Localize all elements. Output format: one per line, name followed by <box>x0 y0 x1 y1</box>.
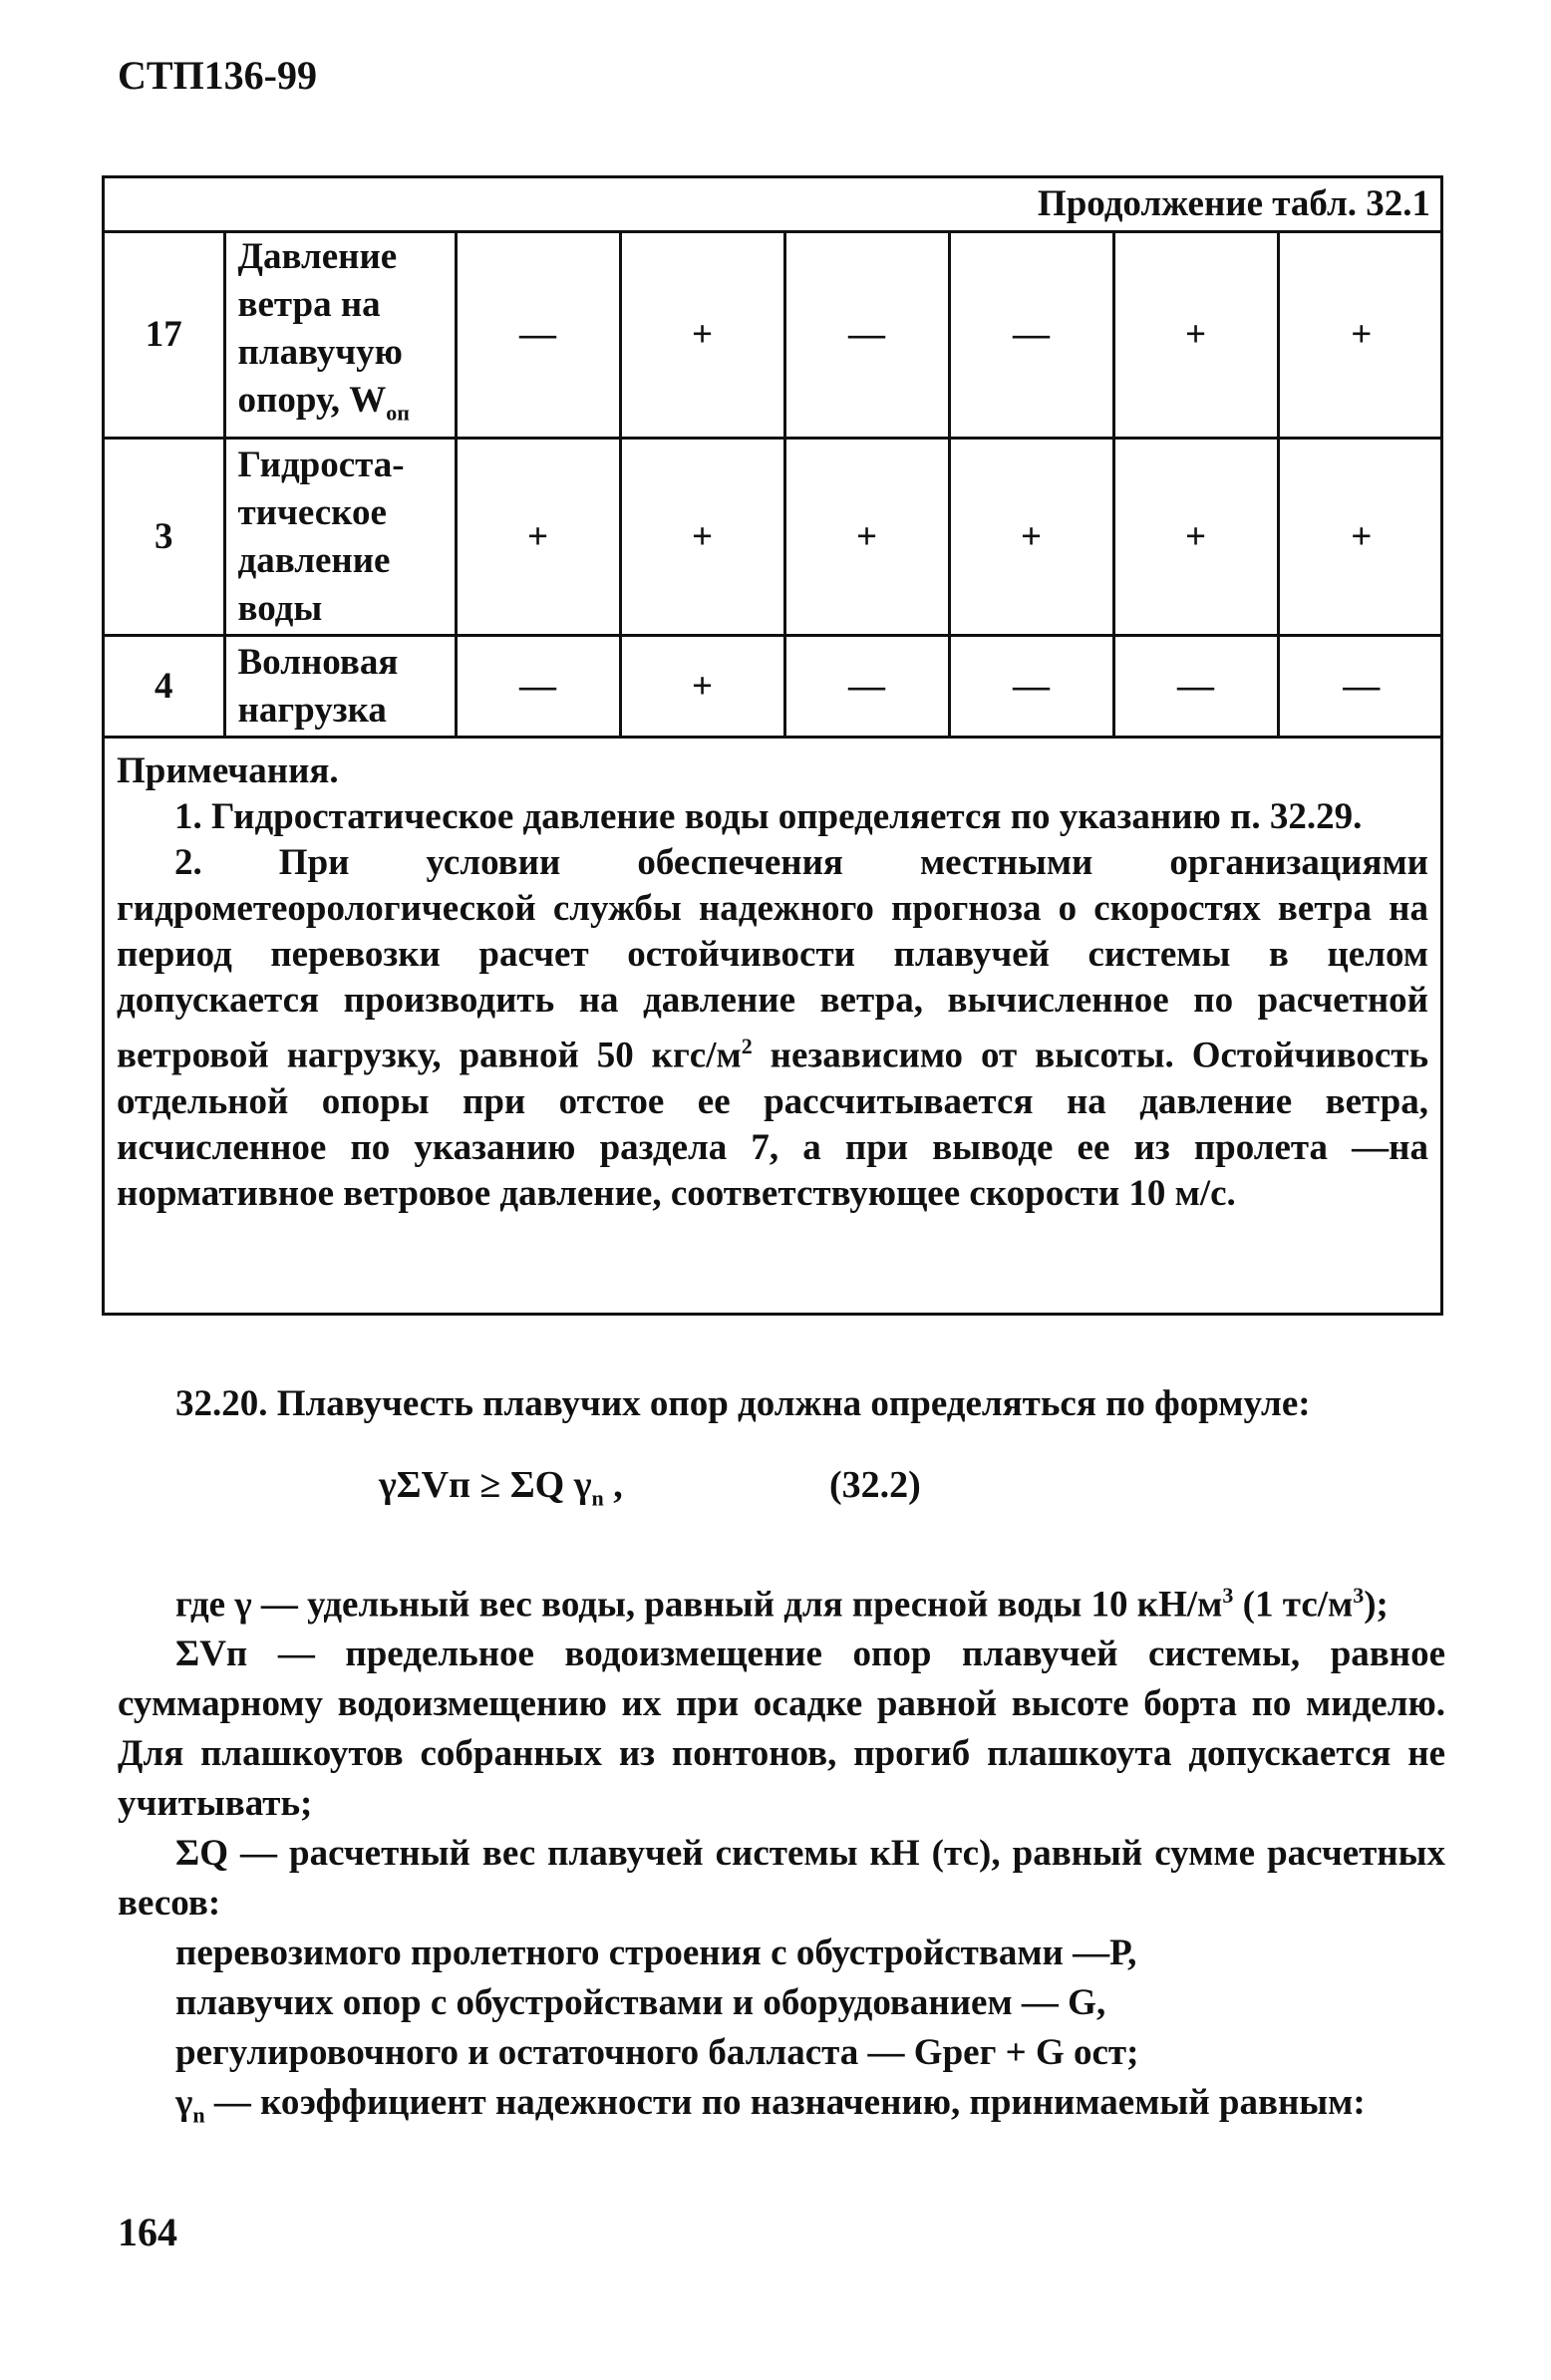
mark-cell: + <box>620 439 784 636</box>
formula-text: γΣVп ≥ ΣQ γ <box>379 1464 592 1506</box>
table-notes <box>105 739 1440 1216</box>
mark-cell: — <box>784 233 949 439</box>
notes-title: Примечания. <box>117 750 339 792</box>
definition-text: ); <box>1364 1584 1389 1626</box>
note-1: 1. Гидростатическое давление воды определяется по указанию п. 32.29. <box>174 796 1363 838</box>
load-name <box>224 233 456 439</box>
mark-cell: — <box>949 233 1113 439</box>
table-continuation-label: Продолжение табл. 32.1 <box>105 178 1440 233</box>
load-name-line: давление <box>237 539 391 581</box>
load-name-line: ветра на <box>237 284 381 325</box>
load-name-line: Гидроста- <box>237 444 405 485</box>
document-code: СТП136-99 <box>118 53 317 98</box>
row-number: 4 <box>105 636 224 738</box>
load-table <box>102 175 1443 1316</box>
mark-cell: + <box>620 233 784 439</box>
mark-cell: + <box>1113 233 1278 439</box>
subscript: n <box>192 2102 205 2128</box>
table-row <box>105 233 1443 439</box>
superscript: 3 <box>1222 1583 1234 1608</box>
item-p: перевозимого пролетного строения с обустройствами —Р, <box>175 1933 1137 1974</box>
item-g: плавучих опор с обустройствами и оборудованием — G, <box>175 1982 1106 2024</box>
mark-cell: — <box>456 233 620 439</box>
formula-number: (32.2) <box>829 1464 921 1506</box>
mark-cell: + <box>1113 439 1278 636</box>
note-2 <box>117 840 1428 1216</box>
definition-text: где γ — удельный вес воды, равный для пресной воды 10 кН/м <box>175 1584 1223 1626</box>
definition-gamma <box>118 1571 1445 1630</box>
definition-sum-vp: ΣVп — предельное водоизмещение опор плавучей системы, равное суммарному водоизмещению их при осадке равной высоте борта по миделю. Для плашкоутов собранных из понтонов, прогиб плашкоута допускается не учитывать; <box>118 1634 1445 1825</box>
load-name <box>224 439 456 636</box>
symbol: γ <box>175 2082 193 2124</box>
subscript: оп <box>386 400 410 426</box>
note-2-text-cont: независимо от высоты. Остойчивость отдельной опоры при отстое ее рассчитывается на давление ветра, исчисленное по указанию раздела 7, а при выводе ее из пролета —на нормативное ветровое давление, соответствующее скорости 10 м/с. <box>117 1035 1429 1214</box>
definition-text: (1 тс/м <box>1233 1584 1354 1626</box>
formula <box>379 1463 623 1512</box>
paragraph-32-20 <box>118 1379 1445 1429</box>
note-2-text: 2. При условии обеспечения местными организациями гидрометеорологической службы надежного прогноза о скоростях ветра на период перевозки расчет остойчивости плавучей системы в целом допускается производить на давление ветра, вычисленное по расчетной ветровой нагрузку, равной 50 кгс/м <box>117 842 1428 1076</box>
mark-cell: — <box>1278 636 1443 738</box>
mark-cell: + <box>784 439 949 636</box>
row-number: 17 <box>105 233 224 439</box>
formula-tail: , <box>603 1464 623 1506</box>
superscript: 2 <box>741 1034 753 1059</box>
definition-text: — коэффициент надежности по назначению, принимаемый равным: <box>204 2082 1366 2124</box>
paragraph-text: 32.20. Плавучесть плавучих опор должна определяться по формуле: <box>175 1383 1311 1424</box>
mark-cell: + <box>620 636 784 738</box>
definitions <box>118 1571 1445 2141</box>
subscript: n <box>591 1485 604 1511</box>
mark-cell: + <box>456 439 620 636</box>
mark-cell: — <box>784 636 949 738</box>
load-name <box>224 636 456 738</box>
load-name-line: воды <box>237 587 323 629</box>
table-row <box>105 636 1443 738</box>
load-name-line: Давление <box>237 236 398 277</box>
load-name-line: опору, W <box>237 380 387 421</box>
load-name-line: плавучую <box>237 332 403 373</box>
superscript: 3 <box>1353 1583 1365 1608</box>
load-name-line: нагрузка <box>237 689 387 731</box>
table-row <box>105 439 1443 636</box>
mark-cell: — <box>1113 636 1278 738</box>
definition-sum-q: ΣQ — расчетный вес плавучей системы кН (тс), равный сумме расчетных весов: <box>118 1833 1445 1925</box>
load-name-line: Волновая <box>237 641 399 683</box>
item-ballast: регулировочного и остаточного балласта — Gрег + G ост; <box>175 2032 1139 2074</box>
mark-cell: — <box>456 636 620 738</box>
page-number: 164 <box>118 2210 177 2254</box>
mark-cell: + <box>949 439 1113 636</box>
row-number: 3 <box>105 439 224 636</box>
mark-cell: + <box>1278 233 1443 439</box>
mark-cell: — <box>949 636 1113 738</box>
load-name-line: тическое <box>237 491 387 533</box>
definition-gamma-n <box>118 2078 1445 2140</box>
mark-cell: + <box>1278 439 1443 636</box>
load-table-grid <box>105 233 1443 739</box>
